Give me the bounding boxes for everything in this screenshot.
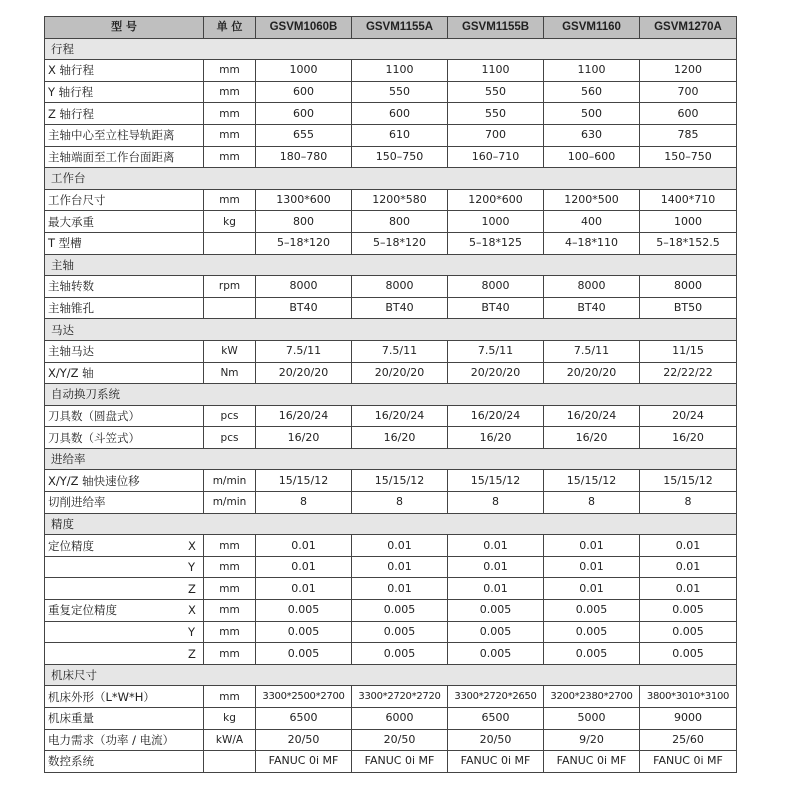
value-cell: 0.01 <box>256 556 352 578</box>
section-title: 精度 <box>45 513 737 535</box>
value-cell: BT40 <box>256 297 352 319</box>
table-row <box>45 276 737 298</box>
value-cell: 8 <box>448 492 544 514</box>
value-cell: 7.5/11 <box>448 340 544 362</box>
value-cell: 4–18*110 <box>544 232 640 254</box>
section-row <box>45 168 737 190</box>
value-cell: 0.01 <box>352 535 448 557</box>
value-cell: 500 <box>544 103 640 125</box>
table-row <box>45 470 737 492</box>
table-row <box>45 751 737 773</box>
table-row <box>45 492 737 514</box>
unit-cell: mm <box>204 578 256 600</box>
unit-cell: mm <box>204 60 256 82</box>
value-cell: 5–18*120 <box>352 232 448 254</box>
value-cell: 0.005 <box>352 621 448 643</box>
row-label: X 轴行程 <box>45 60 204 82</box>
value-cell: 400 <box>544 211 640 233</box>
value-cell: FANUC 0i MF <box>640 751 737 773</box>
section-row <box>45 664 737 686</box>
table-row <box>45 81 737 103</box>
unit-cell: m/min <box>204 470 256 492</box>
unit-cell: kW <box>204 340 256 362</box>
value-cell: 0.01 <box>448 535 544 557</box>
table-row <box>45 405 737 427</box>
table-row <box>45 340 737 362</box>
unit-cell: mm <box>204 686 256 708</box>
value-cell: 8 <box>256 492 352 514</box>
value-cell: 16/20/24 <box>544 405 640 427</box>
value-cell: 6500 <box>256 708 352 730</box>
value-cell: FANUC 0i MF <box>352 751 448 773</box>
value-cell: 600 <box>352 103 448 125</box>
unit-cell <box>204 751 256 773</box>
unit-cell: Nm <box>204 362 256 384</box>
value-cell: 785 <box>640 124 737 146</box>
value-cell: 0.01 <box>256 578 352 600</box>
section-title: 行程 <box>45 38 737 60</box>
row-label: X/Y/Z 轴 <box>45 362 204 384</box>
unit-cell: mm <box>204 81 256 103</box>
table-row <box>45 362 737 384</box>
section-title: 机床尺寸 <box>45 664 737 686</box>
value-cell: 0.01 <box>544 578 640 600</box>
value-cell: 11/15 <box>640 340 737 362</box>
unit-cell: mm <box>204 600 256 622</box>
value-cell: 3300*2720*2650 <box>448 686 544 708</box>
value-cell: 20/24 <box>640 405 737 427</box>
value-cell: 7.5/11 <box>256 340 352 362</box>
row-label: 主轴中心至立柱导轨距离 <box>45 124 204 146</box>
value-cell: 800 <box>256 211 352 233</box>
value-cell: FANUC 0i MF <box>544 751 640 773</box>
table-row <box>45 578 737 600</box>
value-cell: 8000 <box>640 276 737 298</box>
value-cell: 550 <box>448 81 544 103</box>
table-row <box>45 211 737 233</box>
axis-label: Z <box>188 646 196 661</box>
value-cell: 1100 <box>448 60 544 82</box>
value-cell: 16/20 <box>544 427 640 449</box>
value-cell: 150–750 <box>352 146 448 168</box>
table-row <box>45 60 737 82</box>
value-cell: FANUC 0i MF <box>448 751 544 773</box>
row-label <box>45 535 204 557</box>
section-row <box>45 384 737 406</box>
unit-cell: pcs <box>204 405 256 427</box>
value-cell: 15/15/12 <box>256 470 352 492</box>
value-cell: 7.5/11 <box>352 340 448 362</box>
value-cell: 0.005 <box>448 621 544 643</box>
axis-label: X <box>188 603 196 618</box>
value-cell: 7.5/11 <box>544 340 640 362</box>
value-cell: 1200*500 <box>544 189 640 211</box>
table-row <box>45 708 737 730</box>
section-row <box>45 254 737 276</box>
value-cell: 0.01 <box>448 556 544 578</box>
model-header: GSVM1060B <box>256 17 352 39</box>
table-row <box>45 146 737 168</box>
value-cell: 550 <box>448 103 544 125</box>
row-label <box>45 643 204 665</box>
value-cell: 5000 <box>544 708 640 730</box>
value-cell: 1300*600 <box>256 189 352 211</box>
value-cell: 16/20 <box>448 427 544 449</box>
row-label-text: 重复定位精度 <box>48 603 117 618</box>
value-cell: 600 <box>256 103 352 125</box>
value-cell: BT40 <box>448 297 544 319</box>
value-cell: 550 <box>352 81 448 103</box>
value-cell: 16/20/24 <box>352 405 448 427</box>
section-title: 主轴 <box>45 254 737 276</box>
value-cell: 16/20 <box>640 427 737 449</box>
unit-cell: kg <box>204 708 256 730</box>
value-cell: 15/15/12 <box>352 470 448 492</box>
value-cell: 20/50 <box>352 729 448 751</box>
table-row <box>45 600 737 622</box>
value-cell: 160–710 <box>448 146 544 168</box>
value-cell: 0.01 <box>640 578 737 600</box>
value-cell: 20/20/20 <box>352 362 448 384</box>
model-column-header: 型 号 <box>45 17 204 39</box>
value-cell: 5–18*120 <box>256 232 352 254</box>
row-label: X/Y/Z 轴快速位移 <box>45 470 204 492</box>
value-cell: 3300*2720*2720 <box>352 686 448 708</box>
value-cell: BT50 <box>640 297 737 319</box>
model-header: GSVM1160 <box>544 17 640 39</box>
row-label: 工作台尺寸 <box>45 189 204 211</box>
value-cell: 1100 <box>352 60 448 82</box>
table-row <box>45 621 737 643</box>
row-label: 机床重量 <box>45 708 204 730</box>
table-row <box>45 297 737 319</box>
value-cell: 8000 <box>352 276 448 298</box>
value-cell: 700 <box>640 81 737 103</box>
value-cell: 1000 <box>640 211 737 233</box>
value-cell: BT40 <box>544 297 640 319</box>
value-cell: 0.005 <box>640 643 737 665</box>
unit-cell: kW/A <box>204 729 256 751</box>
value-cell: 9/20 <box>544 729 640 751</box>
section-title: 自动换刀系统 <box>45 384 737 406</box>
section-row <box>45 319 737 341</box>
value-cell: 8000 <box>544 276 640 298</box>
value-cell: 16/20/24 <box>256 405 352 427</box>
table-row <box>45 643 737 665</box>
model-header: GSVM1155B <box>448 17 544 39</box>
table-body <box>45 38 737 772</box>
section-title: 工作台 <box>45 168 737 190</box>
unit-cell: mm <box>204 189 256 211</box>
row-label <box>45 600 204 622</box>
value-cell: 8 <box>544 492 640 514</box>
unit-cell <box>204 297 256 319</box>
value-cell: FANUC 0i MF <box>256 751 352 773</box>
unit-column-header: 单 位 <box>204 17 256 39</box>
value-cell: 1200*600 <box>448 189 544 211</box>
table-row <box>45 535 737 557</box>
unit-cell: mm <box>204 535 256 557</box>
value-cell: 0.01 <box>544 556 640 578</box>
unit-cell: mm <box>204 556 256 578</box>
value-cell: 22/22/22 <box>640 362 737 384</box>
value-cell: 1000 <box>448 211 544 233</box>
value-cell: 655 <box>256 124 352 146</box>
value-cell: 0.005 <box>640 621 737 643</box>
section-title: 马达 <box>45 319 737 341</box>
row-label: 最大承重 <box>45 211 204 233</box>
axis-label: X <box>188 538 196 553</box>
model-header: GSVM1270A <box>640 17 737 39</box>
value-cell: 25/60 <box>640 729 737 751</box>
table-row <box>45 686 737 708</box>
value-cell: 20/50 <box>448 729 544 751</box>
table-row <box>45 729 737 751</box>
value-cell: 3800*3010*3100 <box>640 686 737 708</box>
value-cell: 180–780 <box>256 146 352 168</box>
value-cell: 1100 <box>544 60 640 82</box>
row-label: 机床外形（L*W*H） <box>45 686 204 708</box>
value-cell: 15/15/12 <box>448 470 544 492</box>
unit-cell: m/min <box>204 492 256 514</box>
value-cell: 0.005 <box>256 643 352 665</box>
value-cell: 0.005 <box>640 600 737 622</box>
section-row <box>45 448 737 470</box>
row-label: 电力需求（功率 / 电流） <box>45 729 204 751</box>
row-label: 刀具数（圆盘式） <box>45 405 204 427</box>
value-cell: 8 <box>352 492 448 514</box>
row-label: 主轴端面至工作台面距离 <box>45 146 204 168</box>
value-cell: 8 <box>640 492 737 514</box>
value-cell: 600 <box>640 103 737 125</box>
row-label <box>45 578 204 600</box>
unit-cell: kg <box>204 211 256 233</box>
value-cell: 1200 <box>640 60 737 82</box>
row-label: 数控系统 <box>45 751 204 773</box>
value-cell: 16/20/24 <box>448 405 544 427</box>
value-cell: 0.005 <box>352 643 448 665</box>
value-cell: 3200*2380*2700 <box>544 686 640 708</box>
row-label-text: 定位精度 <box>48 538 94 553</box>
value-cell: 0.01 <box>352 556 448 578</box>
value-cell: 0.01 <box>544 535 640 557</box>
value-cell: 8000 <box>448 276 544 298</box>
value-cell: 5–18*125 <box>448 232 544 254</box>
value-cell: 560 <box>544 81 640 103</box>
value-cell: 1200*580 <box>352 189 448 211</box>
value-cell: 0.005 <box>448 600 544 622</box>
row-label: Y 轴行程 <box>45 81 204 103</box>
section-title: 进给率 <box>45 448 737 470</box>
value-cell: 16/20 <box>352 427 448 449</box>
value-cell: 15/15/12 <box>544 470 640 492</box>
value-cell: 8000 <box>256 276 352 298</box>
value-cell: 6500 <box>448 708 544 730</box>
row-label: 主轴马达 <box>45 340 204 362</box>
value-cell: 20/20/20 <box>544 362 640 384</box>
value-cell: 9000 <box>640 708 737 730</box>
value-cell: 6000 <box>352 708 448 730</box>
value-cell: 1000 <box>256 60 352 82</box>
value-cell: 700 <box>448 124 544 146</box>
unit-cell: mm <box>204 621 256 643</box>
section-row <box>45 38 737 60</box>
value-cell: 5–18*152.5 <box>640 232 737 254</box>
value-cell: 610 <box>352 124 448 146</box>
value-cell: 600 <box>256 81 352 103</box>
value-cell: 0.01 <box>448 578 544 600</box>
value-cell: 20/50 <box>256 729 352 751</box>
value-cell: 0.005 <box>544 643 640 665</box>
table-row <box>45 189 737 211</box>
value-cell: 630 <box>544 124 640 146</box>
value-cell: 0.005 <box>256 600 352 622</box>
value-cell: 0.005 <box>448 643 544 665</box>
value-cell: 20/20/20 <box>256 362 352 384</box>
value-cell: 1400*710 <box>640 189 737 211</box>
row-label: 主轴锥孔 <box>45 297 204 319</box>
value-cell: BT40 <box>352 297 448 319</box>
spec-table <box>44 16 737 773</box>
unit-cell <box>204 232 256 254</box>
value-cell: 0.01 <box>640 556 737 578</box>
value-cell: 0.005 <box>352 600 448 622</box>
axis-label: Y <box>188 624 196 639</box>
axis-label: Z <box>188 581 196 596</box>
row-label: 主轴转数 <box>45 276 204 298</box>
table-header <box>45 17 737 39</box>
row-label <box>45 621 204 643</box>
table-row <box>45 124 737 146</box>
value-cell: 100–600 <box>544 146 640 168</box>
unit-cell: mm <box>204 146 256 168</box>
section-row <box>45 513 737 535</box>
table-row <box>45 103 737 125</box>
value-cell: 0.01 <box>640 535 737 557</box>
row-label <box>45 556 204 578</box>
value-cell: 16/20 <box>256 427 352 449</box>
unit-cell: mm <box>204 124 256 146</box>
table-row <box>45 427 737 449</box>
row-label: 切削进给率 <box>45 492 204 514</box>
unit-cell: mm <box>204 643 256 665</box>
value-cell: 150–750 <box>640 146 737 168</box>
row-label: Z 轴行程 <box>45 103 204 125</box>
unit-cell: pcs <box>204 427 256 449</box>
unit-cell: rpm <box>204 276 256 298</box>
row-label: 刀具数（斗笠式） <box>45 427 204 449</box>
axis-label: Y <box>188 560 196 575</box>
table-row <box>45 556 737 578</box>
value-cell: 800 <box>352 211 448 233</box>
value-cell: 0.005 <box>256 621 352 643</box>
row-label: T 型槽 <box>45 232 204 254</box>
unit-cell: mm <box>204 103 256 125</box>
table-row <box>45 232 737 254</box>
value-cell: 0.01 <box>352 578 448 600</box>
model-header: GSVM1155A <box>352 17 448 39</box>
value-cell: 3300*2500*2700 <box>256 686 352 708</box>
value-cell: 0.01 <box>256 535 352 557</box>
value-cell: 20/20/20 <box>448 362 544 384</box>
value-cell: 0.005 <box>544 621 640 643</box>
value-cell: 15/15/12 <box>640 470 737 492</box>
value-cell: 0.005 <box>544 600 640 622</box>
